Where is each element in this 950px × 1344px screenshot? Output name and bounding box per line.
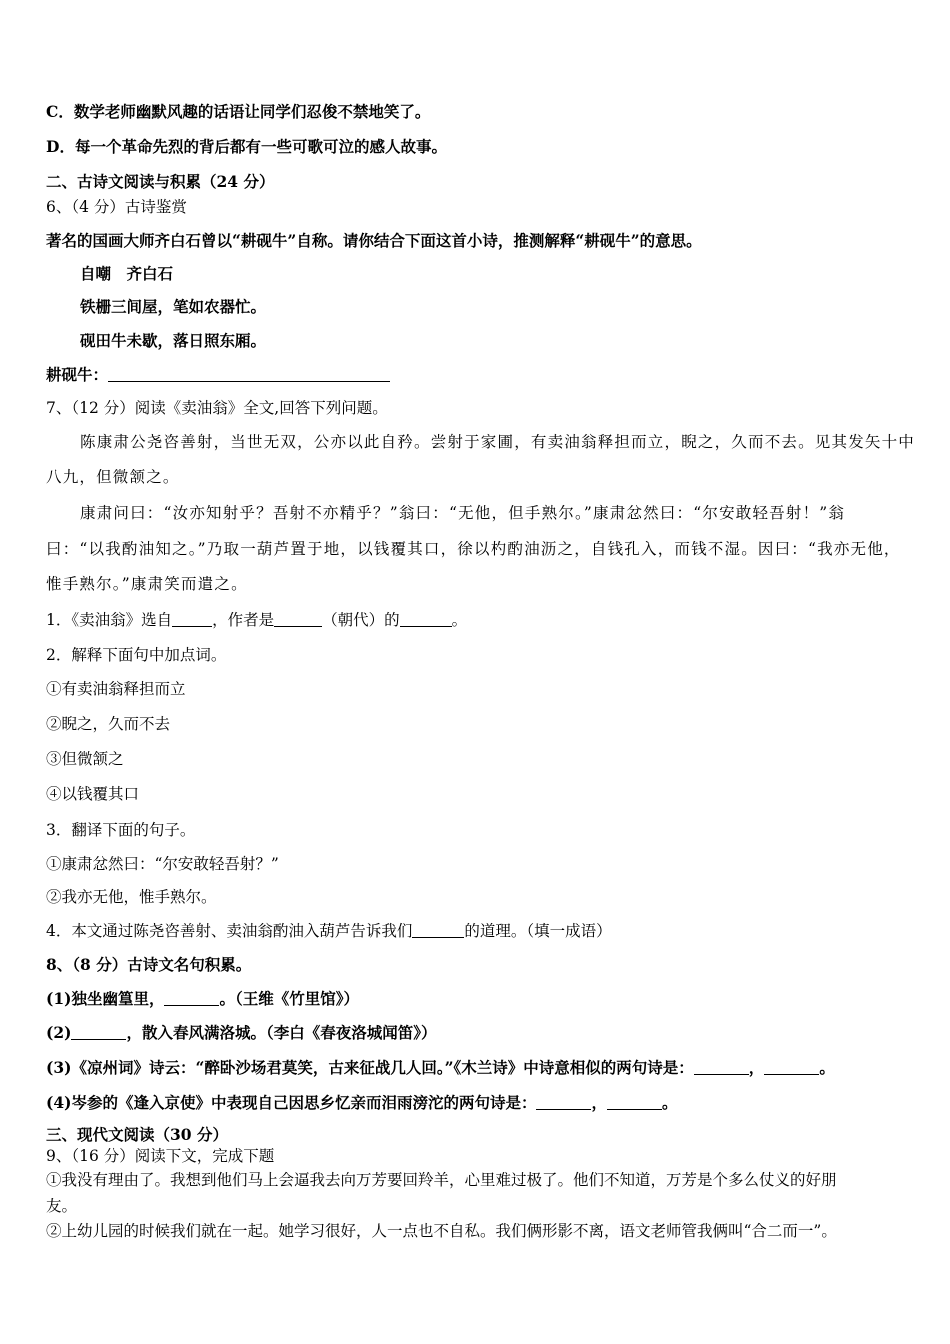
q7-sub-3: 3．翻译下面的句子。: [46, 821, 196, 839]
passage-p2-line-1: 康肃问曰：“汝亦知射乎？吾射不亦精乎？”翁曰：“无他，但手熟尔。”康肃忿然曰：“尔安敢轻吾射！”翁: [80, 504, 846, 522]
q7-sub-4: 4．本文通过陈尧咨善射、卖油翁酌油入葫芦告诉我们 的道理。（填一成语）: [46, 922, 612, 940]
passage-p2-line-3: 惟手熟尔。”康肃笑而遣之。: [46, 575, 248, 593]
answer-blank[interactable]: [412, 922, 464, 938]
answer-blank[interactable]: [71, 1024, 126, 1040]
answer-blank[interactable]: [164, 990, 219, 1006]
passage-p1-line-1: 陈康肃公尧咨善射，当世无双，公亦以此自矜。尝射于家圃，有卖油翁释担而立，睨之，久而不去。见其发矢十中: [80, 433, 916, 451]
q7-sub-2-item-3: ③但微颔之: [46, 750, 124, 768]
option-c: C．数学老师幽默风趣的话语让同学们忍俊不禁地笑了。: [46, 102, 431, 121]
passage-p2-line-2: 曰：“以我酌油知之。”乃取一葫芦置于地，以钱覆其口，徐以杓酌油沥之，自钱孔入，而钱不湿。因曰：“我亦无他，: [46, 540, 901, 558]
q7-header: 7、（12 分）阅读《卖油翁》全文,回答下列问题。: [46, 399, 388, 417]
q7-sub-2-item-1: ①有卖油翁释担而立: [46, 680, 186, 698]
poem-title: 自嘲 齐白石: [80, 264, 174, 283]
q7-sub-3-item-1: ①康肃忿然曰：“尔安敢轻吾射？”: [46, 855, 279, 873]
q9-header: 9、（16 分）阅读下文，完成下题: [46, 1147, 275, 1165]
article-p2-line-1: ②上幼儿园的时候我们就在一起。她学习很好，人一点也不自私。我们俩形影不离，语文老师管我俩叫“合二而一”。: [46, 1222, 837, 1240]
answer-blank[interactable]: [607, 1094, 662, 1110]
answer-blank[interactable]: [274, 611, 322, 627]
q7-sub-1: 1．《卖油翁》选自 ，作者是 （朝代）的 。: [46, 611, 468, 629]
answer-blank[interactable]: [694, 1059, 749, 1075]
q8-item-4: (4)岑参的《逢入京使》中表现自己因思乡忆亲而泪雨滂沱的两句诗是： ， 。: [46, 1093, 678, 1112]
q7-sub-2-item-4: ④以钱覆其口: [46, 785, 140, 803]
q7-sub-2-item-2: ②睨之，久而不去: [46, 715, 171, 733]
article-p1-line-1: ①我没有理由了。我想到他们马上会逼我去向万芳要回羚羊，心里难过极了。他们不知道，万芳是个多么仗义的好朋: [46, 1171, 837, 1189]
answer-blank[interactable]: [536, 1094, 591, 1110]
q6-prompt: 著名的国画大师齐白石曾以“耕砚牛”自称。请你结合下面这首小诗，推测解释“耕砚牛”的意思。: [46, 231, 702, 250]
poem-line-2: 砚田牛未歇，落日照东厢。: [80, 331, 267, 350]
passage-p1-line-2: 八九，但微颔之。: [46, 468, 180, 486]
answer-blank[interactable]: [172, 611, 212, 627]
article-p1-line-2: 友。: [46, 1197, 78, 1215]
q8-item-2: (2) ，散入春风满洛城。（李白《春夜洛城闻笛》）: [46, 1023, 437, 1042]
q6-answer-line: 耕砚牛：: [46, 365, 390, 385]
q8-item-3: (3)《凉州词》诗云：“醉卧沙场君莫笑，古来征战几人回。”《木兰诗》中诗意相似的两句诗是： ， 。: [46, 1058, 835, 1077]
answer-blank[interactable]: [764, 1059, 819, 1075]
q7-sub-2: 2．解释下面句中加点词。: [46, 646, 227, 664]
section-3-title: 三、现代文阅读（30 分）: [46, 1125, 228, 1144]
option-d: D．每一个革命先烈的背后都有一些可歌可泣的感人故事。: [46, 137, 447, 156]
q6-header: 6、（4 分）古诗鉴赏: [46, 198, 187, 216]
answer-blank[interactable]: [400, 611, 452, 627]
q8-header: 8、（8 分）古诗文名句积累。: [46, 955, 252, 974]
answer-blank[interactable]: [108, 366, 390, 382]
q7-sub-3-item-2: ②我亦无他，惟手熟尔。: [46, 888, 217, 906]
q8-item-1: (1)独坐幽篁里， 。（王维《竹里馆》）: [46, 989, 359, 1008]
poem-line-1: 铁栅三间屋，笔如农器忙。: [80, 297, 267, 316]
section-2-title: 二、古诗文阅读与积累（24 分）: [46, 172, 275, 191]
